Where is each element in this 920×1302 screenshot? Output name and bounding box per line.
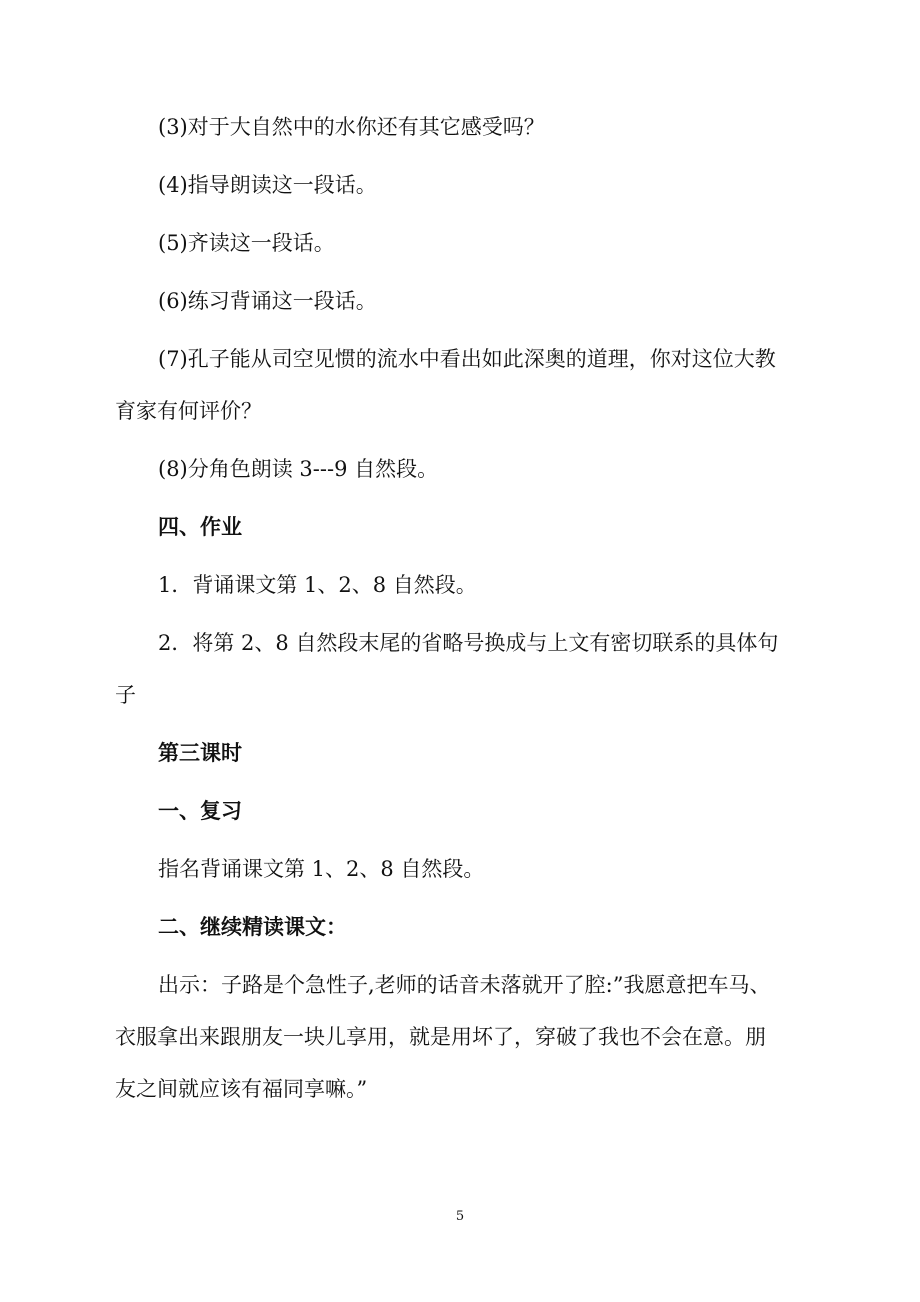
item-3: (3)对于大自然中的水你还有其它感受吗？ xyxy=(158,115,545,139)
section-heading-review: 一、复习 xyxy=(158,798,242,823)
page-number: 5 xyxy=(455,1209,465,1224)
section-heading-homework: 四、作业 xyxy=(158,514,242,539)
item-8: (8)分角色朗读 3---9 自然段。 xyxy=(158,457,439,481)
homework-item-2-line-1: 2．将第 2、8 自然段末尾的省略号换成与上文有密切联系的具体句 xyxy=(158,631,779,655)
homework-item-2-line-2: 子 xyxy=(115,683,136,707)
item-6: (6)练习背诵这一段话。 xyxy=(158,289,377,313)
item-7-line-1: (7)孔子能从司空见惯的流水中看出如此深奥的道理，你对这位大教 xyxy=(158,347,776,371)
lesson-heading: 第三课时 xyxy=(158,740,242,765)
quote-line-3: 友之间就应该有福同享嘛。” xyxy=(115,1077,368,1101)
quote-line-2: 衣服拿出来跟朋友一块儿享用，就是用坏了，穿破了我也不会在意。朋 xyxy=(115,1025,766,1049)
review-text: 指名背诵课文第 1、2、8 自然段。 xyxy=(158,857,485,881)
item-5: (5)齐读这一段话。 xyxy=(158,231,335,255)
item-7-line-2: 育家有何评价？ xyxy=(115,399,262,423)
homework-item-1: 1．背诵课文第 1、2、8 自然段。 xyxy=(158,573,477,597)
quote-line-1: 出示：子路是个急性子,老师的话音未落就开了腔:”我愿意把车马、 xyxy=(158,973,771,997)
section-heading-close-reading: 二、继续精读课文： xyxy=(158,914,347,939)
item-4: (4)指导朗读这一段话。 xyxy=(158,173,377,197)
